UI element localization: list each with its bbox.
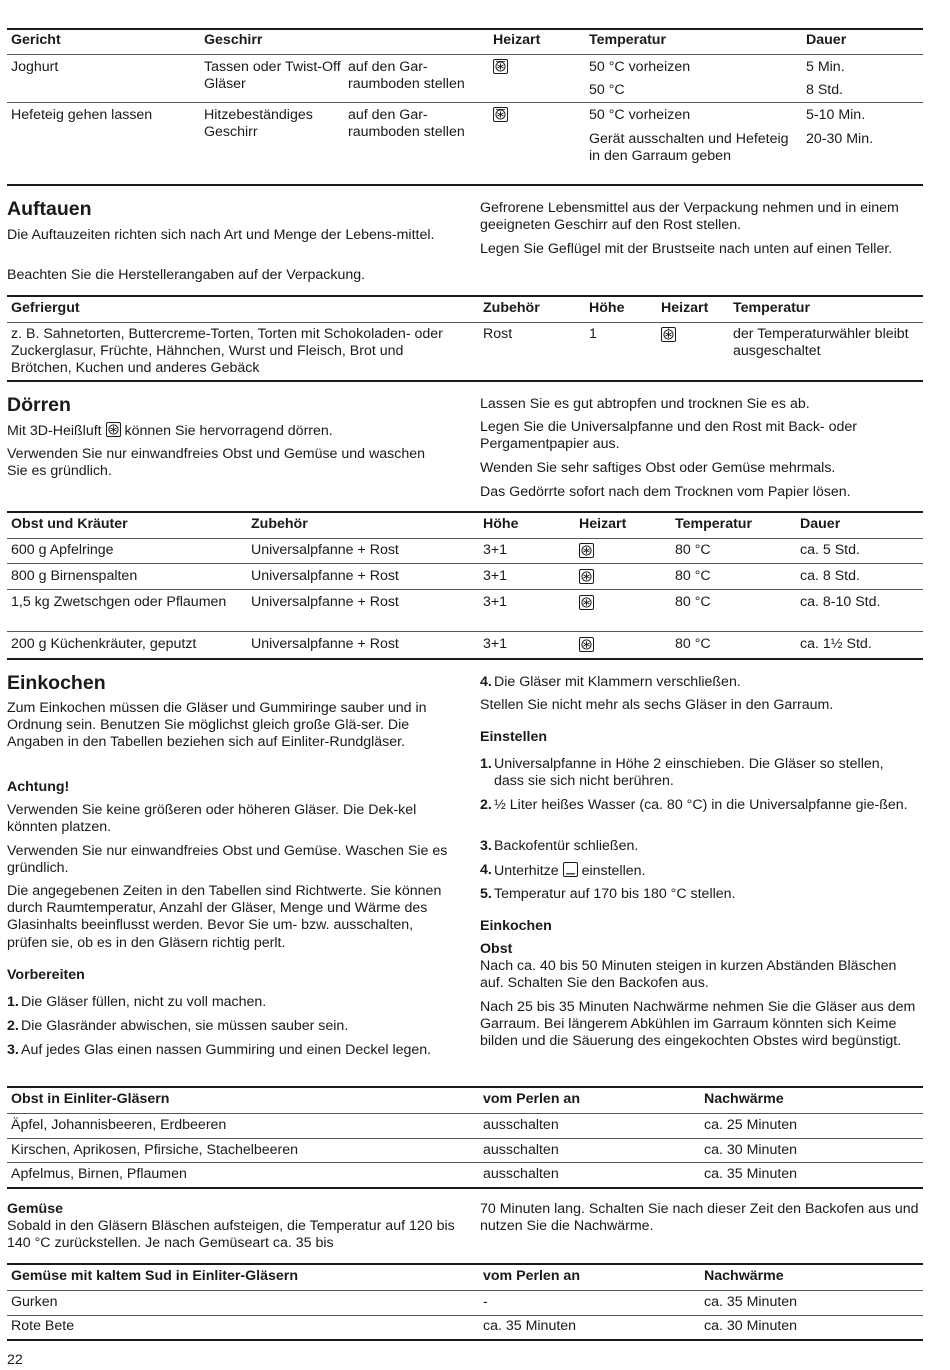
list-number: 4.	[480, 862, 492, 878]
auftauen-header-zubehoer: Zubehör	[483, 300, 540, 316]
list-text	[494, 862, 914, 880]
doerren-table-top-rule	[7, 511, 923, 513]
obst-header-nachwaerme: Nachwärme	[704, 1091, 784, 1107]
fan-3d-icon	[106, 422, 121, 437]
auftauen-row-hoehe: 1	[589, 326, 597, 342]
doerren-text-6: Das Gedörrte sofort nach dem Trocknen vom Papier lösen.	[480, 484, 851, 500]
doerren-row4-dauer: ca. 1½ Std.	[800, 636, 872, 652]
obst-row-rule	[7, 1162, 923, 1163]
doerren-row2-dauer: ca. 8 Std.	[800, 568, 860, 584]
einkochen-einkochen-title: Einkochen	[480, 918, 552, 934]
table1-row2-temp-1: 50 °C vorheizen	[589, 107, 691, 123]
einkochen-achtung-2: Verwenden Sie nur einwandfreies Obst und Gemüse. Waschen Sie es gründlich.	[7, 843, 448, 877]
einkochen-gemuese-title: Gemüse	[7, 1201, 63, 1217]
doerren-row3-temperatur: 80 °C	[675, 594, 711, 610]
gemuese-row-rule	[7, 1315, 923, 1316]
fan-heat-icon	[493, 59, 508, 77]
list-text: Die Gläser mit Klammern verschließen.	[494, 674, 741, 690]
auftauen-header-temperatur: Temperatur	[733, 300, 810, 316]
auftauen-text-2: Beachten Sie die Herstellerangaben auf der Verpackung.	[7, 267, 366, 283]
doerren-row4-zubehoer: Universalpfanne + Rost	[251, 636, 399, 652]
obst-row1-obst: Äpfel, Johannisbeeren, Erdbeeren	[11, 1117, 227, 1133]
doerren-row3-obst: 1,5 kg Zwetschgen oder Pflaumen	[11, 594, 227, 610]
list-text: Universalpfanne in Höhe 2 einschieben. Die Gläser so stellen, dass sie sich nicht berühren.	[494, 756, 884, 790]
doerren-text-3: Lassen Sie es gut abtropfen und trocknen Sie es ab.	[480, 396, 810, 412]
table1-header-geschirr: Geschirr	[204, 32, 263, 48]
auftauen-header-gefriergut: Gefriergut	[11, 300, 80, 316]
doerren-row3-hoehe: 3+1	[483, 594, 508, 610]
einkochen-obst-2: Nach 25 bis 35 Minuten Nachwärme nehmen Sie die Gläser aus dem Garraum. Bei längerem Abkühlen im Garraum könnten sich Keime bilden und die Säuerung des eingekochten Obstes wird begünstigt.	[480, 999, 916, 1050]
auftauen-header-heizart: Heizart	[661, 300, 709, 316]
doerren-row4-temperatur: 80 °C	[675, 636, 711, 652]
obst-row2-perlen: ausschalten	[483, 1142, 559, 1158]
fan-3d-icon	[579, 569, 594, 587]
einkochen-intro: Zum Einkochen müssen die Gläser und Gummiringe sauber und in Ordnung sein. Benutzen Sie möglichst gleich große Glä-ser. Die Angaben in den Tabellen beziehen sich auf Einliter-Rundgläser.	[7, 700, 427, 751]
list-text-a: Unterhitze	[494, 863, 559, 879]
fan-heat-icon	[493, 107, 508, 125]
table1-row1-temp-1: 50 °C vorheizen	[589, 59, 691, 75]
auftauen-table-top-rule	[7, 295, 923, 297]
list-text: Die Glasränder abwischen, sie müssen sauber sein.	[21, 1018, 349, 1034]
fan-3d-icon	[579, 543, 594, 561]
einkochen-achtung-1: Verwenden Sie keine größeren oder höheren Gläser. Die Dek-kel könnten platzen.	[7, 802, 417, 836]
table1-row2-geschirr: Hitzebeständiges Geschirr	[204, 107, 313, 141]
doerren-header-obst: Obst und Kräuter	[11, 516, 128, 532]
obst-header-rule	[7, 1113, 923, 1114]
doerren-header-temperatur: Temperatur	[675, 516, 752, 532]
obst-header-obst: Obst in Einliter-Gläsern	[11, 1091, 170, 1107]
list-text: Backofentür schließen.	[494, 838, 639, 854]
obst-row2-nachwaerme: ca. 30 Minuten	[704, 1142, 798, 1158]
list-number: 5.	[480, 886, 492, 902]
gemuese-table-top-rule	[7, 1263, 923, 1265]
doerren-row1-zubehoer: Universalpfanne + Rost	[251, 542, 399, 558]
doerren-text-4: Legen Sie die Universalpfanne und den Rost mit Back- oder Pergamentpapier aus.	[480, 419, 857, 453]
doerren-header-rule	[7, 538, 923, 539]
einkochen-achtung-title: Achtung!	[7, 779, 70, 795]
doerren-row4-obst: 200 g Küchenkräuter, geputzt	[11, 636, 197, 652]
table1-row1-temp-2: 50 °C	[589, 82, 625, 98]
doerren-row-rule	[7, 563, 923, 564]
table1-header-temperatur: Temperatur	[589, 32, 666, 48]
gemuese-row2-nachwaerme: ca. 30 Minuten	[704, 1318, 798, 1334]
doerren-text-1b: können Sie hervorragend dörren.	[124, 423, 333, 439]
table1-row1-geschirr: Tassen oder Twist-Off Gläser	[204, 59, 341, 93]
fan-3d-icon	[579, 595, 594, 613]
table1-bottom-rule	[7, 184, 923, 186]
table1-row2-dauer-2: 20-30 Min.	[806, 131, 874, 147]
obst-row2-obst: Kirschen, Aprikosen, Pfirsiche, Stachelbeeren	[11, 1142, 299, 1158]
gemuese-header-gemuese: Gemüse mit kaltem Sud in Einliter-Gläsern	[11, 1268, 298, 1284]
doerren-row4-hoehe: 3+1	[483, 636, 508, 652]
table1-row2-gericht: Hefeteig gehen lassen	[11, 107, 153, 123]
einkochen-obst-title: Obst	[480, 941, 513, 957]
list-number: 2.	[7, 1018, 19, 1034]
table1-header-gericht: Gericht	[11, 32, 61, 48]
obst-row3-nachwaerme: ca. 35 Minuten	[704, 1166, 798, 1182]
bottom-heat-icon	[563, 862, 578, 877]
einkochen-einstellen-title: Einstellen	[480, 729, 548, 745]
section-title-einkochen: Einkochen	[7, 672, 106, 694]
doerren-row3-dauer: ca. 8-10 Std.	[800, 594, 881, 610]
doerren-text-1a: Mit 3D-Heißluft	[7, 423, 102, 439]
auftauen-text-3: Gefrorene Lebensmittel aus der Verpackung nehmen und in einem geeigneten Geschirr auf den Rost stellen.	[480, 200, 899, 234]
obst-row1-nachwaerme: ca. 25 Minuten	[704, 1117, 798, 1133]
gemuese-row2-perlen: ca. 35 Minuten	[483, 1318, 577, 1334]
gemuese-header-rule	[7, 1290, 923, 1291]
auftauen-row-gefriergut: z. B. Sahnetorten, Buttercreme-Torten, Torten mit Schokoladen- oder Zuckerglasur, Früchte, Hähnchen, Wurst und Fleisch, Brot und Brötchen, Kuchen und anderes Gebäck	[11, 326, 443, 377]
doerren-row3-zubehoer: Universalpfanne + Rost	[251, 594, 399, 610]
thaw-fan-icon	[661, 327, 676, 345]
doerren-row2-zubehoer: Universalpfanne + Rost	[251, 568, 399, 584]
auftauen-header-rule	[7, 322, 923, 323]
obst-row3-obst: Apfelmus, Birnen, Pflaumen	[11, 1166, 187, 1182]
doerren-header-heizart: Heizart	[579, 516, 627, 532]
list-text: Die Gläser füllen, nicht zu voll machen.	[21, 994, 267, 1010]
gemuese-row2-gemuese: Rote Bete	[11, 1318, 75, 1334]
page-number: 22	[7, 1352, 23, 1368]
auftauen-row-zubehoer: Rost	[483, 326, 513, 342]
auftauen-row-temperatur: der Temperaturwähler bleibt ausgeschaltet	[733, 326, 909, 360]
einkochen-gemuese-right: 70 Minuten lang. Schalten Sie nach dieser Zeit den Backofen aus und nutzen Sie die Nachwärme.	[480, 1201, 919, 1235]
table1-row2-temp-2: Gerät ausschalten und Hefeteig in den Garraum geben	[589, 131, 789, 165]
obst-row1-perlen: ausschalten	[483, 1117, 559, 1133]
table1-header-heizart: Heizart	[493, 32, 541, 48]
table1-top-rule	[7, 28, 923, 30]
list-number: 4.	[480, 674, 492, 690]
list-number: 2.	[480, 797, 492, 813]
auftauen-header-hoehe: Höhe	[589, 300, 625, 316]
list-text: Auf jedes Glas einen nassen Gummiring und einen Deckel legen.	[21, 1042, 432, 1058]
doerren-row1-temperatur: 80 °C	[675, 542, 711, 558]
einkochen-achtung-3: Die angegebenen Zeiten in den Tabellen sind Richtwerte. Sie können durch Raumtemperatur, Anzahl der Gläser, Menge und Wärme des Glasinhalts beeinflusst werden. Bevor Sie um- bzw. ausschalten, prüfen sie, ob es in den Gläsern richtig perlt.	[7, 883, 442, 951]
doerren-row2-obst: 800 g Birnenspalten	[11, 568, 138, 584]
list-text-b: einstellen.	[581, 863, 646, 879]
doerren-header-zubehoer: Zubehör	[251, 516, 308, 532]
table1-row1-stellen: auf den Gar-raumboden stellen	[348, 59, 465, 93]
doerren-text-5: Wenden Sie sehr saftiges Obst oder Gemüse mehrmals.	[480, 460, 836, 476]
einkochen-max-glaeser: Stellen Sie nicht mehr als sechs Gläser in den Garraum.	[480, 697, 834, 713]
obst-header-perlen: vom Perlen an	[483, 1091, 580, 1107]
obst-table-top-rule	[7, 1086, 923, 1088]
table1-row1-dauer-1: 5 Min.	[806, 59, 845, 75]
doerren-table-bottom-rule	[7, 658, 923, 660]
table1-row1-dauer-2: 8 Std.	[806, 82, 844, 98]
gemuese-row1-nachwaerme: ca. 35 Minuten	[704, 1294, 798, 1310]
list-text: ½ Liter heißes Wasser (ca. 80 °C) in die Universalpfanne gie-ßen.	[494, 797, 908, 813]
table1-header-dauer: Dauer	[806, 32, 847, 48]
table1-row2-dauer-1: 5-10 Min.	[806, 107, 866, 123]
obst-row-rule	[7, 1138, 923, 1139]
einkochen-vorbereiten-title: Vorbereiten	[7, 967, 85, 983]
einkochen-gemuese-left: Sobald in den Gläsern Bläschen aufsteigen, die Temperatur auf 120 bis 140 °C zurückstellen. Je nach Gemüseart ca. 35 bis	[7, 1218, 455, 1252]
doerren-row1-hoehe: 3+1	[483, 542, 508, 558]
table1-row-rule	[7, 102, 923, 103]
auftauen-text-4: Legen Sie Geflügel mit der Brustseite nach unten auf einen Teller.	[480, 241, 893, 257]
doerren-header-dauer: Dauer	[800, 516, 841, 532]
einkochen-obst-1: Nach ca. 40 bis 50 Minuten steigen in kurzen Abständen Bläschen auf. Schalten Sie den Backofen aus.	[480, 958, 897, 992]
doerren-row-rule	[7, 589, 923, 590]
doerren-row2-temperatur: 80 °C	[675, 568, 711, 584]
fan-3d-icon	[579, 637, 594, 655]
section-title-doerren: Dörren	[7, 394, 71, 416]
list-number: 1.	[7, 994, 19, 1010]
table1-row1-gericht: Joghurt	[11, 59, 59, 75]
list-number: 1.	[480, 756, 492, 772]
gemuese-row1-gemuese: Gurken	[11, 1294, 58, 1310]
obst-table-bottom-rule	[7, 1187, 923, 1189]
section-title-auftauen: Auftauen	[7, 198, 92, 220]
table1-row2-stellen: auf den Gar-raumboden stellen	[348, 107, 465, 141]
obst-row3-perlen: ausschalten	[483, 1166, 559, 1182]
doerren-text-1	[7, 422, 457, 440]
doerren-row2-hoehe: 3+1	[483, 568, 508, 584]
doerren-text-2: Verwenden Sie nur einwandfreies Obst und Gemüse und waschen Sie es gründlich.	[7, 446, 425, 480]
auftauen-text-1: Die Auftauzeiten richten sich nach Art und Menge der Lebens-mittel.	[7, 227, 435, 243]
doerren-row1-dauer: ca. 5 Std.	[800, 542, 860, 558]
gemuese-table-bottom-rule	[7, 1339, 923, 1341]
doerren-row1-obst: 600 g Apfelringe	[11, 542, 114, 558]
gemuese-row1-perlen: -	[483, 1294, 488, 1310]
list-number: 3.	[480, 838, 492, 854]
auftauen-table-bottom-rule	[7, 380, 923, 382]
list-number: 3.	[7, 1042, 19, 1058]
table1-header-rule	[7, 54, 923, 55]
gemuese-header-nachwaerme: Nachwärme	[704, 1268, 784, 1284]
gemuese-header-perlen: vom Perlen an	[483, 1268, 580, 1284]
doerren-row-rule	[7, 631, 923, 632]
list-text: Temperatur auf 170 bis 180 °C stellen.	[494, 886, 736, 902]
doerren-header-hoehe: Höhe	[483, 516, 519, 532]
